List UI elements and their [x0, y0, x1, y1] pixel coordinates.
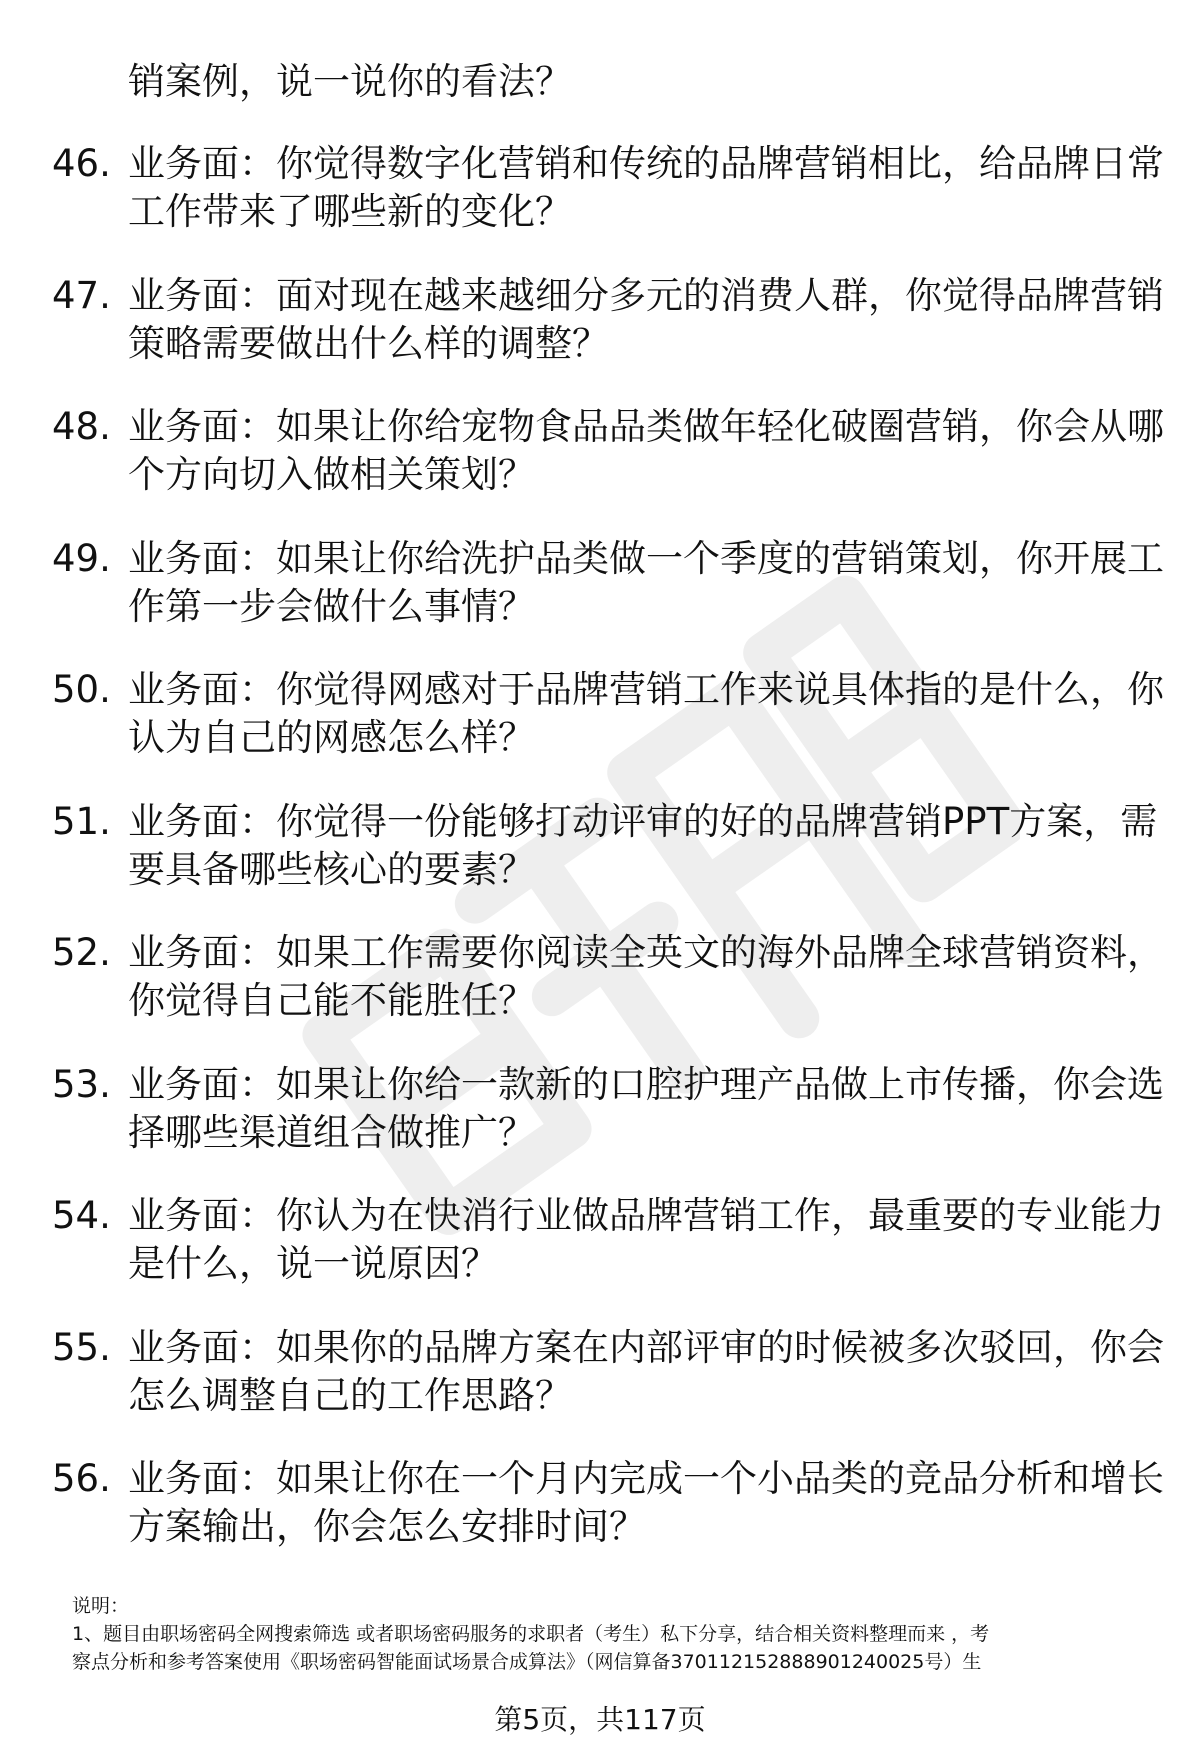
question-item [0, 1455, 1200, 1587]
question-item [0, 929, 1200, 1061]
question-line: 业务面：你认为在快消行业做品牌营销工作，最重要的专业能力 [128, 1194, 1164, 1237]
question-line: 择哪些渠道组合做推广？ [128, 1110, 535, 1154]
question-line: 策略需要做出什么样的调整？ [128, 321, 609, 365]
continuation-text: 销案例，说一说你的看法？ [128, 60, 572, 103]
notes-section [72, 1592, 1162, 1676]
question-line: 业务面：你觉得网感对于品牌营销工作来说具体指的是什么，你 [128, 668, 1164, 711]
question-text [128, 535, 1164, 631]
question-item [0, 535, 1200, 667]
question-text [128, 798, 1158, 894]
question-text [128, 1192, 1164, 1288]
question-line: 业务面：如果工作需要你阅读全英文的海外品牌全球营销资料， [128, 931, 1164, 974]
question-item [0, 666, 1200, 798]
question-item [0, 1324, 1200, 1456]
question-text [128, 1324, 1164, 1420]
question-text [128, 666, 1164, 762]
question-item [0, 798, 1200, 930]
question-number: 51. [52, 799, 111, 843]
notes-line: 察点分析和参考答案使用《职场密码智能面试场景合成算法》（网信算备370112152888901240025号）生 [72, 1651, 982, 1673]
question-number: 47. [52, 273, 111, 317]
question-line: 怎么调整自己的工作思路？ [128, 1373, 572, 1417]
question-text [128, 403, 1164, 499]
question-number: 50. [52, 668, 111, 711]
question-line: 业务面：面对现在越来越细分多元的消费人群，你觉得品牌营销 [128, 273, 1164, 317]
notes-heading: 说明： [72, 1595, 130, 1617]
question-number: 55. [52, 1325, 111, 1369]
question-number: 56. [52, 1457, 111, 1500]
question-number: 52. [52, 931, 111, 974]
question-item [0, 1061, 1200, 1193]
question-line: 业务面：如果让你给洗护品类做一个季度的营销策划，你开展工 [128, 536, 1164, 580]
question-text [128, 929, 1164, 1025]
question-item [0, 140, 1200, 272]
question-line: 你觉得自己能不能胜任？ [128, 979, 535, 1022]
question-number: 53. [52, 1062, 111, 1106]
question-line: 个方向切入做相关策划？ [128, 453, 535, 496]
question-number: 48. [52, 405, 111, 448]
question-line: 作第一步会做什么事情？ [128, 584, 535, 628]
question-line: 业务面：如果让你在一个月内完成一个小品类的竞品分析和增长 [128, 1457, 1164, 1500]
question-number: 54. [52, 1194, 111, 1237]
question-line: 方案输出，你会怎么安排时间？ [128, 1505, 646, 1548]
question-text [128, 272, 1164, 368]
question-number: 49. [52, 536, 111, 580]
question-text [128, 1455, 1164, 1551]
question-line: 业务面：如果让你给一款新的口腔护理产品做上市传播，你会选 [128, 1062, 1164, 1106]
page-number: 第5页，共117页 [494, 1703, 706, 1736]
question-line: 业务面：你觉得数字化营销和传统的品牌营销相比，给品牌日常 [128, 142, 1164, 185]
question-item [0, 272, 1200, 404]
question-line: 认为自己的网感怎么样？ [128, 716, 535, 759]
question-item [0, 1192, 1200, 1324]
question-line: 工作带来了哪些新的变化？ [128, 190, 572, 233]
question-text [128, 1061, 1164, 1157]
question-line: 要具备哪些核心的要素？ [128, 847, 535, 891]
question-line: 业务面：如果让你给宠物食品品类做年轻化破圈营销，你会从哪 [128, 405, 1164, 448]
notes-line: 1、题目由职场密码全网搜索筛选 或者职场密码服务的求职者（考生）私下分享，结合相关资料整理而来 ，考 [72, 1623, 990, 1645]
question-number: 46. [52, 142, 111, 185]
question-text [128, 140, 1164, 236]
question-list [0, 140, 1200, 1587]
question-line: 业务面：你觉得一份能够打动评审的好的品牌营销PPT方案，需 [128, 799, 1158, 843]
question-line: 业务面：如果你的品牌方案在内部评审的时候被多次驳回，你会 [128, 1325, 1164, 1369]
question-line: 是什么，说一说原因？ [128, 1242, 498, 1285]
question-item [0, 403, 1200, 535]
